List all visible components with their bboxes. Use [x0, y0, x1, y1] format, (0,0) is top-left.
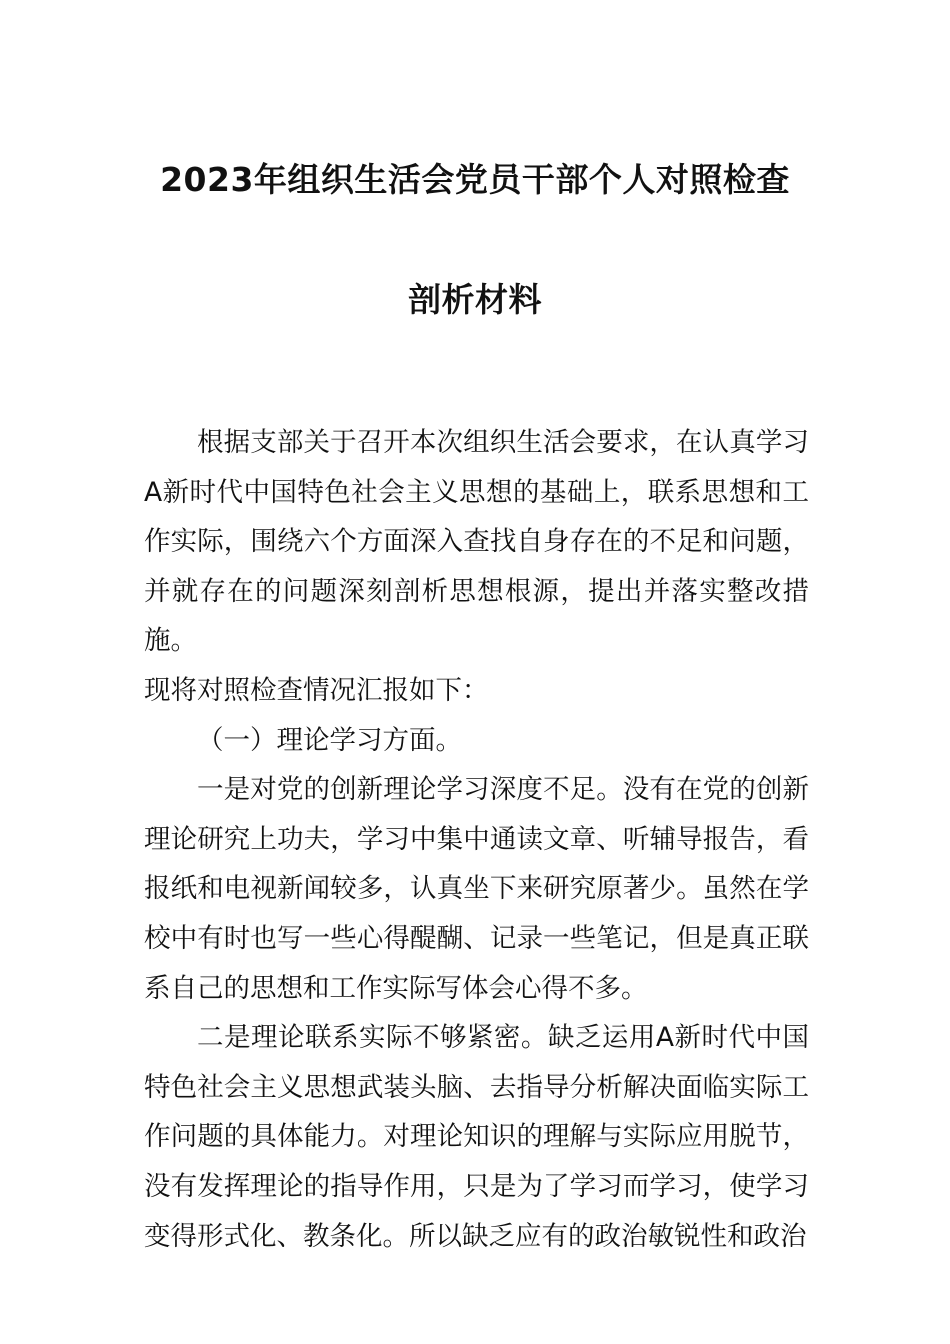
document-body [144, 418, 809, 1261]
paragraph-point-two: 二是理论联系实际不够紧密。缺乏运用A新时代中国特色社会主义思想武装头脑、去指导分析解决面临实际工作问题的具体能力。对理论知识的理解与实际应用脱节，没有发挥理论的指导作用，只是为了学习而学习，使学习变得形式化、教条化。所以缺乏应有的政治敏锐性和政治 [144, 1022, 809, 1252]
paragraph-point-one: 一是对党的创新理论学习深度不足。没有在党的创新理论研究上功夫，学习中集中通读文章、听辅导报告，看报纸和电视新闻较多，认真坐下来研究原著少。虽然在学校中有时也写一些心得醍醐、记录一些笔记，但是真正联系自己的思想和工作实际写体会心得不多。 [144, 774, 809, 1004]
section-heading-theory-study: （一）理论学习方面。 [197, 724, 462, 756]
paragraph-intro: 根据支部关于召开本次组织生活会要求，在认真学习A新时代中国特色社会主义思想的基础上，联系思想和工作实际，围绕六个方面深入查找自身存在的不足和问题，并就存在的问题深刻剖析思想根源，提出并落实整改措施。 [144, 427, 809, 657]
document-title-line-1: 2023年组织生活会党员干部个人对照检查 [160, 160, 790, 199]
paragraph-report-lead: 现将对照检查情况汇报如下： [144, 674, 489, 706]
document-title-line-2: 剖析材料 [408, 280, 542, 319]
